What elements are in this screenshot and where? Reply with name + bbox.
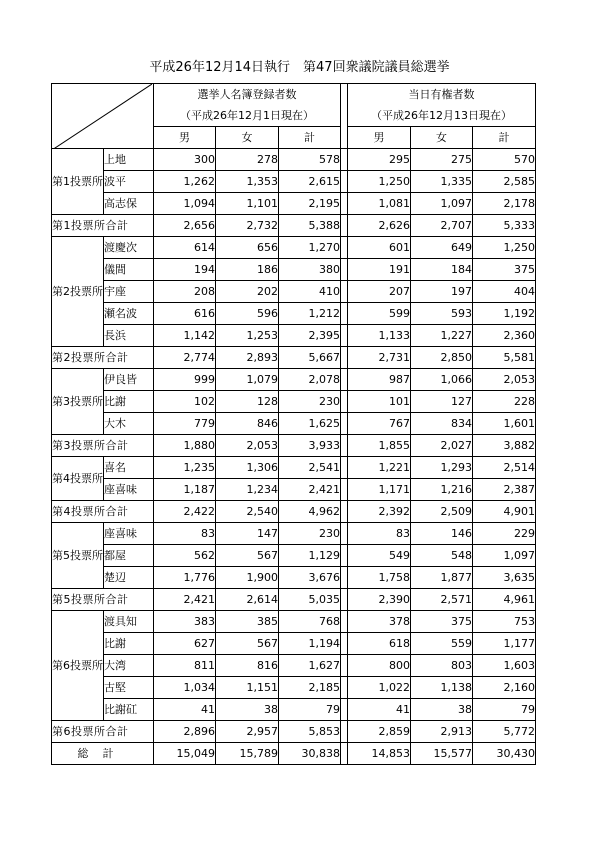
registered-female-value: 385 bbox=[216, 611, 279, 633]
eligible-male-value: 2,392 bbox=[348, 501, 411, 523]
area-name: 瀬名波 bbox=[104, 303, 154, 325]
table-row bbox=[52, 303, 536, 325]
registered-total-value: 5,667 bbox=[279, 347, 341, 369]
registered-male-value: 208 bbox=[154, 281, 216, 303]
area-name: 大木 bbox=[104, 413, 154, 435]
eligible-female-value: 375 bbox=[411, 611, 473, 633]
eligible-male-value: 1,855 bbox=[348, 435, 411, 457]
registered-total-value: 1,194 bbox=[279, 633, 341, 655]
registered-male-value: 562 bbox=[154, 545, 216, 567]
column-gap bbox=[341, 84, 348, 149]
registered-female-value: 1,079 bbox=[216, 369, 279, 391]
table-row bbox=[52, 259, 536, 281]
area-name: 儀間 bbox=[104, 259, 154, 281]
eligible-total-value: 404 bbox=[473, 281, 536, 303]
registered-male-value: 1,094 bbox=[154, 193, 216, 215]
registered-total-value: 230 bbox=[279, 391, 341, 413]
eligible-female-value: 2,027 bbox=[411, 435, 473, 457]
table-row bbox=[52, 193, 536, 215]
registered-female-value: 1,353 bbox=[216, 171, 279, 193]
registered-male-value: 1,235 bbox=[154, 457, 216, 479]
area-name: 長浜 bbox=[104, 325, 154, 347]
eligible-female-value: 2,913 bbox=[411, 721, 473, 743]
registered-total-value: 2,421 bbox=[279, 479, 341, 501]
eligible-total-value: 1,601 bbox=[473, 413, 536, 435]
registered-female-value: 128 bbox=[216, 391, 279, 413]
registered-total-value: 79 bbox=[279, 699, 341, 721]
station-label: 第3投票所 bbox=[52, 369, 104, 435]
eligible-total-value: 1,250 bbox=[473, 237, 536, 259]
column-gap bbox=[341, 303, 348, 325]
eligible-total-value: 1,192 bbox=[473, 303, 536, 325]
registered-male-value: 15,049 bbox=[154, 743, 216, 765]
subtotal-row bbox=[52, 589, 536, 611]
eligible-total-value: 3,882 bbox=[473, 435, 536, 457]
station-label: 第1投票所 bbox=[52, 149, 104, 215]
eligible-male-value: 601 bbox=[348, 237, 411, 259]
eligible-female-value: 127 bbox=[411, 391, 473, 413]
column-gap bbox=[341, 149, 348, 171]
registered-female-header: 女 bbox=[216, 127, 279, 149]
column-gap bbox=[341, 281, 348, 303]
subtotal-label: 第5投票所合計 bbox=[52, 589, 154, 611]
eligible-total-value: 4,901 bbox=[473, 501, 536, 523]
registered-total-value: 1,625 bbox=[279, 413, 341, 435]
table-row bbox=[52, 479, 536, 501]
eligible-male-value: 2,859 bbox=[348, 721, 411, 743]
column-gap bbox=[341, 699, 348, 721]
registered-total-value: 1,627 bbox=[279, 655, 341, 677]
table-row bbox=[52, 149, 536, 171]
grand-total-label: 総計 bbox=[52, 743, 154, 765]
column-gap bbox=[341, 589, 348, 611]
registered-male-value: 1,034 bbox=[154, 677, 216, 699]
subtotal-label: 第3投票所合計 bbox=[52, 435, 154, 457]
eligible-total-value: 375 bbox=[473, 259, 536, 281]
table-row bbox=[52, 171, 536, 193]
area-name: 比謝矼 bbox=[104, 699, 154, 721]
eligible-male-value: 1,133 bbox=[348, 325, 411, 347]
eligible-male-value: 767 bbox=[348, 413, 411, 435]
column-gap bbox=[341, 171, 348, 193]
registered-total-value: 2,195 bbox=[279, 193, 341, 215]
registered-total-value: 1,129 bbox=[279, 545, 341, 567]
column-gap bbox=[341, 391, 348, 413]
column-gap bbox=[341, 567, 348, 589]
grand-total-row bbox=[52, 743, 536, 765]
registered-female-value: 567 bbox=[216, 545, 279, 567]
column-gap bbox=[341, 193, 348, 215]
registered-female-value: 846 bbox=[216, 413, 279, 435]
eligible-male-value: 1,221 bbox=[348, 457, 411, 479]
area-name: 伊良皆 bbox=[104, 369, 154, 391]
eligible-total-value: 5,333 bbox=[473, 215, 536, 237]
registered-total-value: 578 bbox=[279, 149, 341, 171]
registered-female-value: 15,789 bbox=[216, 743, 279, 765]
eligible-male-value: 2,626 bbox=[348, 215, 411, 237]
registered-total-value: 5,035 bbox=[279, 589, 341, 611]
eligible-male-value: 14,853 bbox=[348, 743, 411, 765]
eligible-total-value: 2,053 bbox=[473, 369, 536, 391]
registered-female-value: 202 bbox=[216, 281, 279, 303]
eligible-male-value: 378 bbox=[348, 611, 411, 633]
eligible-total-value: 228 bbox=[473, 391, 536, 413]
column-gap bbox=[341, 611, 348, 633]
area-name: 都屋 bbox=[104, 545, 154, 567]
subtotal-row bbox=[52, 721, 536, 743]
eligible-total-value: 753 bbox=[473, 611, 536, 633]
eligible-male-value: 599 bbox=[348, 303, 411, 325]
subtotal-row bbox=[52, 435, 536, 457]
header-row-1 bbox=[52, 84, 536, 127]
registered-male-value: 2,774 bbox=[154, 347, 216, 369]
registered-total-value: 1,270 bbox=[279, 237, 341, 259]
registered-male-value: 614 bbox=[154, 237, 216, 259]
eligible-female-value: 2,707 bbox=[411, 215, 473, 237]
eligible-header-line2: （平成26年12月13日現在） bbox=[371, 109, 512, 122]
registered-female-value: 2,540 bbox=[216, 501, 279, 523]
eligible-female-value: 2,850 bbox=[411, 347, 473, 369]
column-gap bbox=[341, 677, 348, 699]
registered-female-value: 1,101 bbox=[216, 193, 279, 215]
eligible-female-value: 197 bbox=[411, 281, 473, 303]
eligible-female-value: 593 bbox=[411, 303, 473, 325]
diagonal-corner-cell bbox=[52, 84, 154, 149]
registered-male-value: 999 bbox=[154, 369, 216, 391]
registered-female-value: 1,253 bbox=[216, 325, 279, 347]
eligible-female-value: 1,227 bbox=[411, 325, 473, 347]
area-name: 渡具知 bbox=[104, 611, 154, 633]
registered-male-value: 1,187 bbox=[154, 479, 216, 501]
table-row bbox=[52, 281, 536, 303]
eligible-female-value: 1,066 bbox=[411, 369, 473, 391]
table-row bbox=[52, 369, 536, 391]
eligible-total-value: 30,430 bbox=[473, 743, 536, 765]
eligible-male-value: 2,731 bbox=[348, 347, 411, 369]
eligible-total-value: 2,387 bbox=[473, 479, 536, 501]
eligible-female-value: 559 bbox=[411, 633, 473, 655]
column-gap bbox=[341, 633, 348, 655]
table-row bbox=[52, 523, 536, 545]
registered-total-header: 計 bbox=[279, 127, 341, 149]
column-gap bbox=[341, 259, 348, 281]
eligible-female-value: 2,571 bbox=[411, 589, 473, 611]
registered-female-value: 1,900 bbox=[216, 567, 279, 589]
eligible-total-value: 79 bbox=[473, 699, 536, 721]
registered-female-value: 2,957 bbox=[216, 721, 279, 743]
voter-table bbox=[51, 83, 536, 765]
table-row bbox=[52, 391, 536, 413]
eligible-total-value: 2,360 bbox=[473, 325, 536, 347]
eligible-female-value: 38 bbox=[411, 699, 473, 721]
column-gap bbox=[341, 457, 348, 479]
column-gap bbox=[341, 523, 348, 545]
registered-male-value: 616 bbox=[154, 303, 216, 325]
registered-female-value: 2,732 bbox=[216, 215, 279, 237]
station-label: 第2投票所 bbox=[52, 237, 104, 347]
registered-female-value: 1,151 bbox=[216, 677, 279, 699]
eligible-male-header: 男 bbox=[348, 127, 411, 149]
registered-total-value: 3,676 bbox=[279, 567, 341, 589]
column-gap bbox=[341, 743, 348, 765]
registered-male-value: 300 bbox=[154, 149, 216, 171]
area-name: 楚辺 bbox=[104, 567, 154, 589]
registered-total-value: 2,615 bbox=[279, 171, 341, 193]
registered-total-value: 2,395 bbox=[279, 325, 341, 347]
registered-female-value: 1,234 bbox=[216, 479, 279, 501]
registered-male-value: 779 bbox=[154, 413, 216, 435]
table-row bbox=[52, 699, 536, 721]
station-label: 第5投票所 bbox=[52, 523, 104, 589]
registered-total-value: 5,388 bbox=[279, 215, 341, 237]
column-gap bbox=[341, 347, 348, 369]
eligible-female-value: 834 bbox=[411, 413, 473, 435]
column-gap bbox=[341, 413, 348, 435]
eligible-female-value: 2,509 bbox=[411, 501, 473, 523]
registered-male-value: 2,421 bbox=[154, 589, 216, 611]
eligible-male-value: 295 bbox=[348, 149, 411, 171]
registered-male-value: 2,422 bbox=[154, 501, 216, 523]
registered-total-value: 2,078 bbox=[279, 369, 341, 391]
column-gap bbox=[341, 545, 348, 567]
eligible-male-value: 2,390 bbox=[348, 589, 411, 611]
column-gap bbox=[341, 655, 348, 677]
registered-male-value: 627 bbox=[154, 633, 216, 655]
area-name: 上地 bbox=[104, 149, 154, 171]
eligible-total-value: 2,585 bbox=[473, 171, 536, 193]
registered-total-value: 1,212 bbox=[279, 303, 341, 325]
eligible-total-value: 2,514 bbox=[473, 457, 536, 479]
registered-header bbox=[154, 84, 341, 127]
column-gap bbox=[341, 479, 348, 501]
station-label: 第6投票所 bbox=[52, 611, 104, 721]
registered-total-value: 5,853 bbox=[279, 721, 341, 743]
eligible-male-value: 618 bbox=[348, 633, 411, 655]
registered-male-value: 2,896 bbox=[154, 721, 216, 743]
registered-female-value: 147 bbox=[216, 523, 279, 545]
registered-male-value: 194 bbox=[154, 259, 216, 281]
table-row bbox=[52, 633, 536, 655]
registered-total-value: 380 bbox=[279, 259, 341, 281]
eligible-male-value: 1,758 bbox=[348, 567, 411, 589]
eligible-total-value: 5,772 bbox=[473, 721, 536, 743]
registered-total-value: 410 bbox=[279, 281, 341, 303]
registered-female-value: 38 bbox=[216, 699, 279, 721]
column-gap bbox=[341, 325, 348, 347]
eligible-male-value: 83 bbox=[348, 523, 411, 545]
eligible-header-line1: 当日有権者数 bbox=[408, 88, 475, 101]
area-name: 座喜味 bbox=[104, 523, 154, 545]
registered-female-value: 596 bbox=[216, 303, 279, 325]
registered-female-value: 656 bbox=[216, 237, 279, 259]
registered-female-value: 2,614 bbox=[216, 589, 279, 611]
eligible-male-value: 41 bbox=[348, 699, 411, 721]
subtotal-row bbox=[52, 347, 536, 369]
eligible-total-value: 2,160 bbox=[473, 677, 536, 699]
eligible-male-value: 1,081 bbox=[348, 193, 411, 215]
column-gap bbox=[341, 215, 348, 237]
registered-female-value: 1,306 bbox=[216, 457, 279, 479]
table-row bbox=[52, 325, 536, 347]
eligible-female-value: 146 bbox=[411, 523, 473, 545]
eligible-male-value: 1,171 bbox=[348, 479, 411, 501]
eligible-male-value: 800 bbox=[348, 655, 411, 677]
registered-male-header: 男 bbox=[154, 127, 216, 149]
diagonal-line bbox=[52, 84, 152, 149]
area-name: 比謝 bbox=[104, 633, 154, 655]
table-row bbox=[52, 611, 536, 633]
table-row bbox=[52, 545, 536, 567]
area-name: 宇座 bbox=[104, 281, 154, 303]
eligible-male-value: 549 bbox=[348, 545, 411, 567]
area-name: 高志保 bbox=[104, 193, 154, 215]
subtotal-label: 第1投票所合計 bbox=[52, 215, 154, 237]
eligible-female-value: 1,216 bbox=[411, 479, 473, 501]
registered-header-line1: 選挙人名簿登録者数 bbox=[197, 88, 297, 101]
table-row bbox=[52, 655, 536, 677]
eligible-total-value: 570 bbox=[473, 149, 536, 171]
registered-total-value: 768 bbox=[279, 611, 341, 633]
eligible-male-value: 987 bbox=[348, 369, 411, 391]
column-gap bbox=[341, 369, 348, 391]
table-row bbox=[52, 413, 536, 435]
eligible-male-value: 1,022 bbox=[348, 677, 411, 699]
table-row bbox=[52, 457, 536, 479]
eligible-total-value: 2,178 bbox=[473, 193, 536, 215]
table-row bbox=[52, 567, 536, 589]
registered-total-value: 230 bbox=[279, 523, 341, 545]
eligible-total-value: 5,581 bbox=[473, 347, 536, 369]
eligible-total-value: 1,603 bbox=[473, 655, 536, 677]
page-title: 平成26年12月14日執行 第47回衆議院議員総選挙 bbox=[149, 60, 450, 75]
registered-male-value: 1,142 bbox=[154, 325, 216, 347]
area-name: 波平 bbox=[104, 171, 154, 193]
registered-total-value: 4,962 bbox=[279, 501, 341, 523]
registered-male-value: 811 bbox=[154, 655, 216, 677]
eligible-male-value: 1,250 bbox=[348, 171, 411, 193]
eligible-total-value: 229 bbox=[473, 523, 536, 545]
subtotal-row bbox=[52, 501, 536, 523]
registered-total-value: 30,838 bbox=[279, 743, 341, 765]
area-name: 渡慶次 bbox=[104, 237, 154, 259]
area-name: 座喜味 bbox=[104, 479, 154, 501]
registered-male-value: 383 bbox=[154, 611, 216, 633]
eligible-total-value: 1,177 bbox=[473, 633, 536, 655]
registered-male-value: 102 bbox=[154, 391, 216, 413]
eligible-total-value: 3,635 bbox=[473, 567, 536, 589]
eligible-total-value: 1,097 bbox=[473, 545, 536, 567]
registered-female-value: 567 bbox=[216, 633, 279, 655]
area-name: 比謝 bbox=[104, 391, 154, 413]
eligible-female-value: 1,335 bbox=[411, 171, 473, 193]
eligible-total-value: 4,961 bbox=[473, 589, 536, 611]
column-gap bbox=[341, 721, 348, 743]
eligible-male-value: 101 bbox=[348, 391, 411, 413]
eligible-female-value: 1,097 bbox=[411, 193, 473, 215]
eligible-header bbox=[348, 84, 536, 127]
eligible-female-value: 649 bbox=[411, 237, 473, 259]
subtotal-label: 第2投票所合計 bbox=[52, 347, 154, 369]
station-label: 第4投票所 bbox=[52, 457, 104, 501]
column-gap bbox=[341, 435, 348, 457]
eligible-female-header: 女 bbox=[411, 127, 473, 149]
subtotal-label: 第6投票所合計 bbox=[52, 721, 154, 743]
eligible-female-value: 1,293 bbox=[411, 457, 473, 479]
registered-male-value: 1,262 bbox=[154, 171, 216, 193]
registered-male-value: 1,776 bbox=[154, 567, 216, 589]
registered-total-value: 2,541 bbox=[279, 457, 341, 479]
registered-female-value: 278 bbox=[216, 149, 279, 171]
registered-female-value: 816 bbox=[216, 655, 279, 677]
area-name: 古堅 bbox=[104, 677, 154, 699]
area-name: 大湾 bbox=[104, 655, 154, 677]
eligible-female-value: 15,577 bbox=[411, 743, 473, 765]
registered-female-value: 2,053 bbox=[216, 435, 279, 457]
registered-header-line2: （平成26年12月1日現在） bbox=[180, 109, 314, 122]
eligible-female-value: 184 bbox=[411, 259, 473, 281]
eligible-total-header: 計 bbox=[473, 127, 536, 149]
eligible-female-value: 803 bbox=[411, 655, 473, 677]
registered-female-value: 186 bbox=[216, 259, 279, 281]
registered-male-value: 2,656 bbox=[154, 215, 216, 237]
column-gap bbox=[341, 501, 348, 523]
eligible-female-value: 1,877 bbox=[411, 567, 473, 589]
eligible-female-value: 275 bbox=[411, 149, 473, 171]
registered-male-value: 41 bbox=[154, 699, 216, 721]
registered-male-value: 83 bbox=[154, 523, 216, 545]
registered-total-value: 2,185 bbox=[279, 677, 341, 699]
registered-female-value: 2,893 bbox=[216, 347, 279, 369]
table-row bbox=[52, 677, 536, 699]
eligible-female-value: 1,138 bbox=[411, 677, 473, 699]
table-body bbox=[52, 84, 536, 765]
registered-male-value: 1,880 bbox=[154, 435, 216, 457]
column-gap bbox=[341, 237, 348, 259]
table-row bbox=[52, 237, 536, 259]
eligible-male-value: 207 bbox=[348, 281, 411, 303]
subtotal-row bbox=[52, 215, 536, 237]
subtotal-label: 第4投票所合計 bbox=[52, 501, 154, 523]
area-name: 喜名 bbox=[104, 457, 154, 479]
eligible-male-value: 191 bbox=[348, 259, 411, 281]
registered-total-value: 3,933 bbox=[279, 435, 341, 457]
eligible-female-value: 548 bbox=[411, 545, 473, 567]
